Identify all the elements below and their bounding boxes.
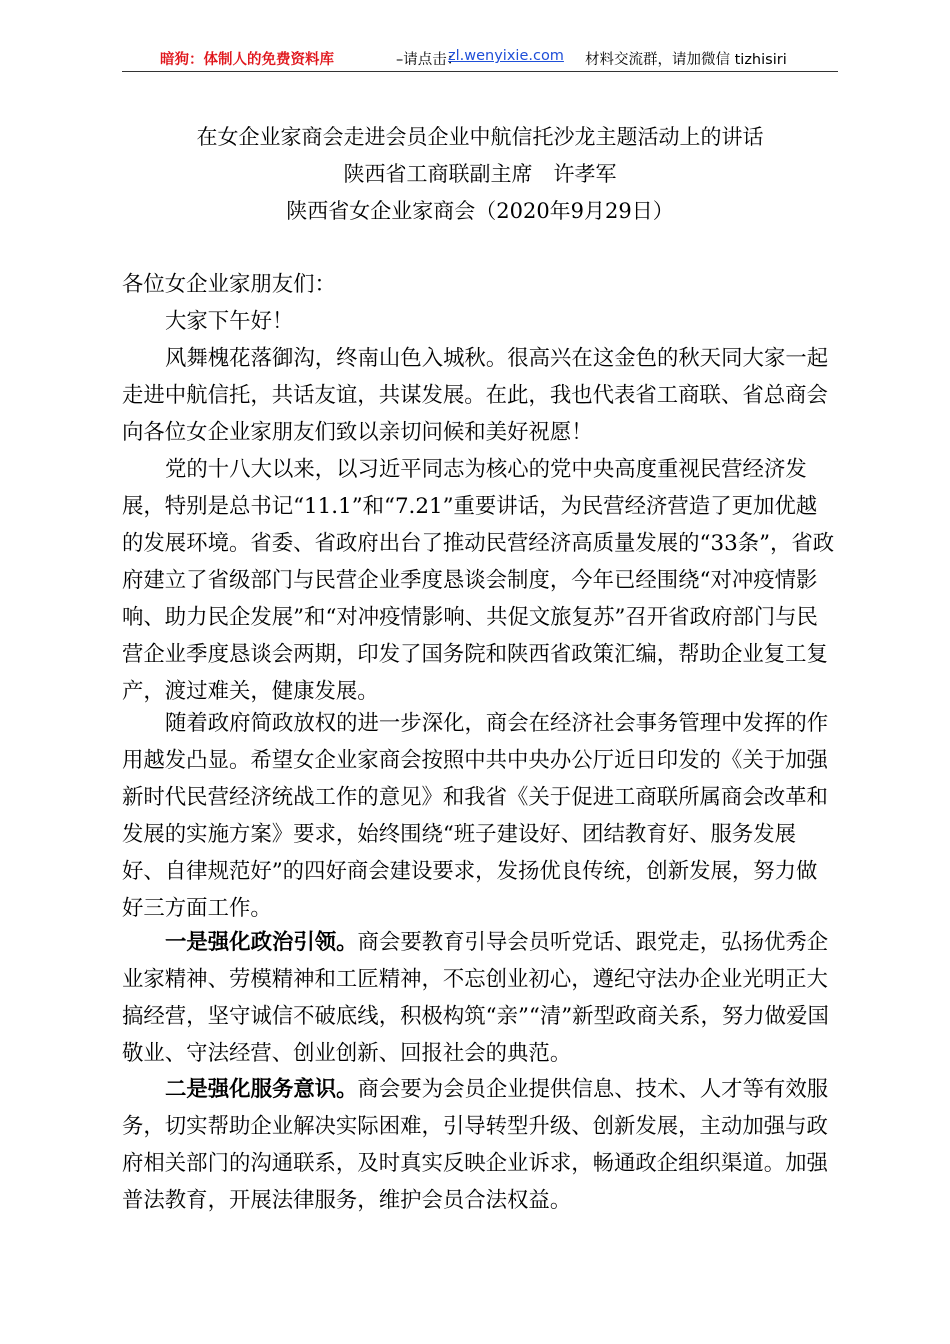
paragraph-4: [122, 924, 838, 1072]
header-brand: 暗狗：体制人的免费资料库: [160, 52, 334, 68]
paragraph-3: 随着政府简政放权的进一步深化，商会在经济社会事务管理中发挥的作用越发凸显。希望女企业家商会按照中共中央办公厅近日印发的《关于加强新时代民营经济统战工作的意见》和我省《关于促进工商联所属商会改革和发展的实施方案》要求，始终围绕“班子建设好、团结教育好、服务发展好、自律规范好”的四好商会建设要求，发扬优良传统，创新发展，努力做好三方面工作。: [122, 711, 829, 921]
paragraph-4-body: 商会要教育引导会员听党话、跟党走，弘扬优秀企业家精神、劳模精神和工匠精神，不忘创业初心，遵纪守法办企业光明正大搞经营，坚守诚信不破底线，积极构筑“亲”“清”新型政商关系，努力做爱国敬业、守法经营、创业创新、回报社会的典范。: [122, 930, 829, 1066]
greeting: 大家下午好！: [165, 309, 294, 334]
header-link[interactable]: zl.wenyixie.com: [448, 48, 564, 64]
document-org-date: 陕西省女企业家商会（2020年9月29日）: [286, 199, 674, 223]
paragraph-5-lead: 二是强化服务意识。: [165, 1077, 358, 1102]
paragraph-2: 党的十八大以来，以习近平同志为核心的党中央高度重视民营经济发展，特别是总书记“11.1”和“7.21”重要讲话，为民营经济营造了更加优越的发展环境。省委、省政府出台了推动民营经济高质量发展的“33条”，省政府建立了省级部门与民营企业季度恳谈会制度，今年已经围绕“对冲疫情影响、助力民企发展”和“对冲疫情影响、共促文旅复苏”召开省政府部门与民营企业季度恳谈会两期，印发了国务院和陕西省政策汇编，帮助企业复工复产，渡过难关，健康发展。: [122, 457, 835, 704]
page-header: [122, 48, 838, 70]
paragraph-5-body: 商会要为会员企业提供信息、技术、人才等有效服务，切实帮助企业解决实际困难，引导转型升级、创新发展，主动加强与政府相关部门的沟通联系，及时真实反映企业诉求，畅通政企组织渠道。加强普法教育，开展法律服务，维护会员合法权益。: [122, 1077, 829, 1213]
document-speaker: 陕西省工商联副主席 许孝军: [343, 162, 617, 186]
header-divider: [122, 71, 838, 72]
header-note: 材料交流群，请加微信 tizhisiri: [585, 52, 787, 68]
document-title: 在女企业家商会走进会员企业中航信托沙龙主题活动上的讲话: [196, 125, 764, 149]
header-prompt: –请点击：: [396, 52, 462, 68]
salutation: 各位女企业家朋友们：: [122, 272, 336, 297]
paragraph-1: 风舞槐花落御沟，终南山色入城秋。很高兴在这金色的秋天同大家一起走进中航信托，共话友谊，共谋发展。在此，我也代表省工商联、省总商会向各位女企业家朋友们致以亲切问候和美好祝愿！: [122, 346, 829, 445]
paragraph-5: [122, 1071, 838, 1219]
paragraph-4-lead: 一是强化政治引领。: [165, 930, 358, 955]
